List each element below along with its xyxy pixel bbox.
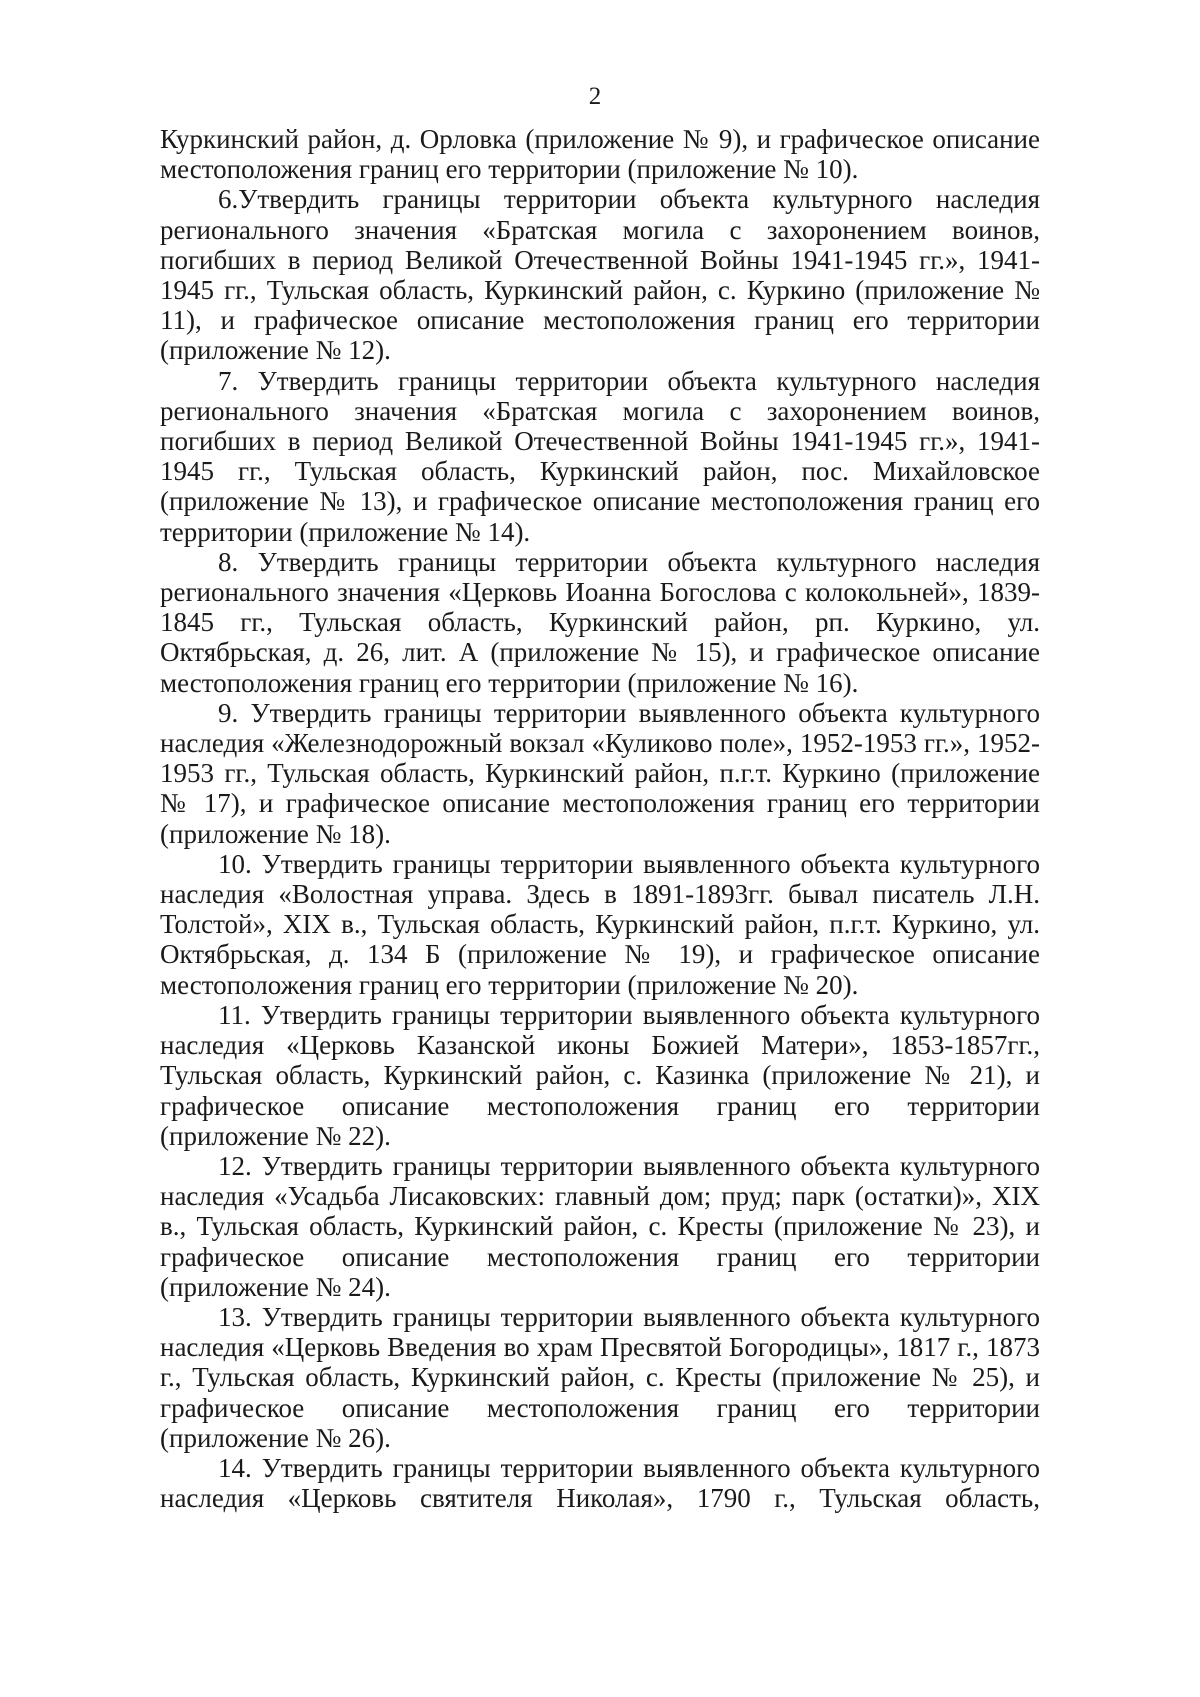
paragraph: 14. Утвердить границы территории выявленного объекта культурного наследия «Церковь святителя Николая», 1790 г., Тульская область,	[160, 1452, 1040, 1514]
paragraph: 9. Утвердить границы территории выявленного объекта культурного наследия «Железнодорожный вокзал «Куликово поле», 1952-1953 гг.», 1952-1953 гг., Тульская область, Куркинский район, п.г.т. Куркино (приложение № 17), и графическое описание местоположения границ его территории (приложение № 18).	[160, 697, 1040, 849]
paragraph: 7. Утвердить границы территории объекта культурного наследия регионального значения «Братская могила с захоронением воинов, погибших в период Великой Отечественной Войны 1941-1945 гг.», 1941-1945 гг., Тульская область, Куркинский район, пос. Михайловское (приложение № 13), и графическое описание местоположения границ его территории (приложение № 14).	[160, 365, 1040, 547]
paragraph: 13. Утвердить границы территории выявленного объекта культурного наследия «Церковь Введения во храм Пресвятой Богородицы», 1817 г., 1873 г., Тульская область, Куркинский район, с. Кресты (приложение № 25), и графическое описание местоположения границ его территории (приложение № 26).	[160, 1301, 1040, 1453]
paragraph: 11. Утвердить границы территории выявленного объекта культурного наследия «Церковь Казанской иконы Божией Матери», 1853-1857гг., Тульская область, Куркинский район, с. Казинка (приложение № 21), и графическое описание местоположения границ его территории (приложение № 22).	[160, 999, 1040, 1151]
paragraph: 8. Утвердить границы территории объекта культурного наследия регионального значения «Церковь Иоанна Богослова с колокольней», 1839-1845 гг., Тульская область, Куркинский район, рп. Куркино, ул. Октябрьская, д. 26, лит. А (приложение № 15), и графическое описание местоположения границ его территории (приложение № 16).	[160, 546, 1040, 698]
paragraph: Куркинский район, д. Орловка (приложение № 9), и графическое описание местоположения границ его территории (приложение № 10).	[160, 124, 1040, 185]
paragraph: 6.Утвердить границы территории объекта культурного наследия регионального значения «Братская могила с захоронением воинов, погибших в период Великой Отечественной Войны 1941-1945 гг.», 1941-1945 гг., Тульская область, Куркинский район, с. Куркино (приложение № 11), и графическое описание местоположения границ его территории (приложение № 12).	[160, 184, 1040, 366]
paragraph: 10. Утвердить границы территории выявленного объекта культурного наследия «Волостная управа. Здесь в 1891-1893гг. бывал писатель Л.Н. Толстой», XIX в., Тульская область, Куркинский район, п.г.т. Куркино, ул. Октябрьская, д. 134 Б (приложение № 19), и графическое описание местоположения границ его территории (приложение № 20).	[160, 848, 1040, 1000]
paragraph: 12. Утвердить границы территории выявленного объекта культурного наследия «Усадьба Лисаковских: главный дом; пруд; парк (остатки)», XIX в., Тульская область, Куркинский район, с. Кресты (приложение № 23), и графическое описание местоположения границ его территории (приложение № 24).	[160, 1150, 1040, 1302]
page-number: 2	[588, 83, 602, 110]
document-body	[160, 124, 1040, 1513]
